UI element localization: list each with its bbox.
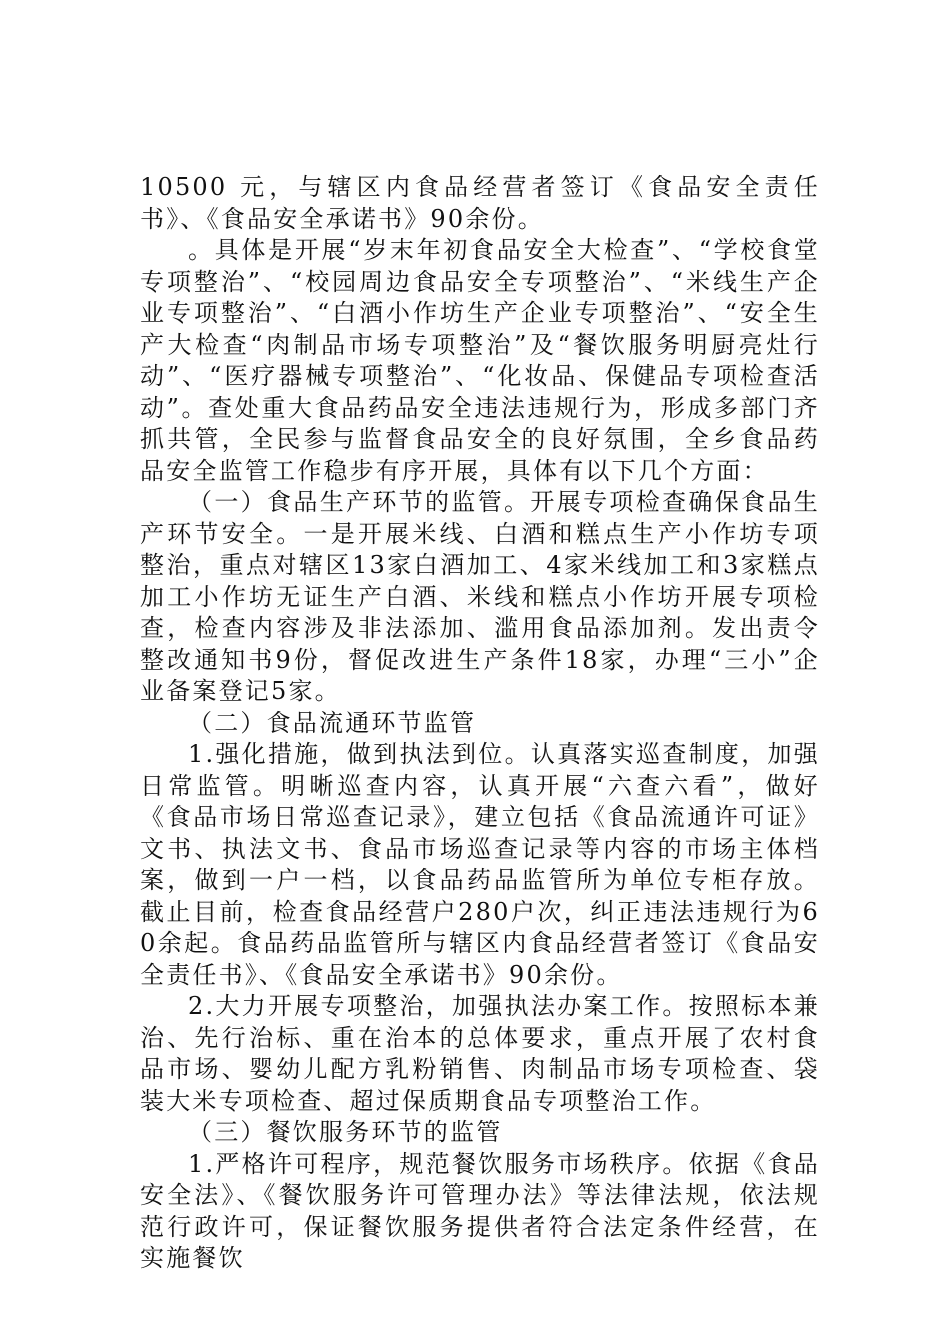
section-heading-circulation: （二）食品流通环节监管 bbox=[188, 708, 477, 737]
paragraph-continuation: 10500 元，与辖区内食品经营者签订《食品安全责任书》、《食品安全承诺书》90余份。 bbox=[140, 173, 820, 233]
paragraph-catering-licensing: 1.严格许可程序，规范餐饮服务市场秩序。依据《食品安全法》、《餐饮服务许可管理办法》等法律法规，依法规范行政许可，保证餐饮服务提供者符合法定条件经营，在实施餐饮 bbox=[140, 1149, 820, 1272]
document-body bbox=[140, 172, 820, 1275]
section-heading-catering: （三）餐饮服务环节的监管 bbox=[188, 1118, 503, 1146]
paragraph-production-supervision: （一）食品生产环节的监管。开展专项检查确保食品生产环节安全。一是开展米线、白酒和糕点生产小作坊专项整治，重点对辖区13家白酒加工、4家米线加工和3家糕点加工小作坊无证生产白酒、米线和糕点小作坊开展专项检查，检查内容涉及非法添加、滥用食品添加剂。发出责令整改通知书9份，督促改进生产条件18家，办理“三小”企业备案登记5家。 bbox=[140, 488, 820, 705]
paragraph-circulation-measures: 1.强化措施，做到执法到位。认真落实巡查制度，加强日常监管。明晰巡查内容，认真开展“六查六看”，做好《食品市场日常巡查记录》，建立包括《食品流通许可证》文书、执法文书、食品市场巡查记录等内容的市场主体档案，做到一户一档，以食品药品监管所为单位专柜存放。截止目前，检查食品经营户280户次，纠正违法违规行为60余起。食品药品监管所与辖区内食品经营者签订《食品安全责任书》、《食品安全承诺书》90余份。 bbox=[140, 740, 820, 989]
paragraph-overview: 。具体是开展“岁末年初食品安全大检查”、“学校食堂专项整治”、“校园周边食品安全专项整治”、“米线生产企业专项整治”、“白酒小作坊生产企业专项整治”、“安全生产大检查“肉制品市场专项整治”及“餐饮服务明厨亮灶行动”、“医疗器械专项整治”、“化妆品、保健品专项检查活动”。查处重大食品药品安全违法违规行为，形成多部门齐抓共管，全民参与监督食品安全的良好氛围，全乡食品药品安全监管工作稳步有序开展，具体有以下几个方面： bbox=[140, 236, 820, 485]
paragraph-special-rectification: 2.大力开展专项整治，加强执法办案工作。按照标本兼治、先行治标、重在治本的总体要求，重点开展了农村食品市场、婴幼儿配方乳粉销售、肉制品市场专项检查、袋装大米专项检查、超过保质期食品专项整治工作。 bbox=[140, 992, 820, 1115]
